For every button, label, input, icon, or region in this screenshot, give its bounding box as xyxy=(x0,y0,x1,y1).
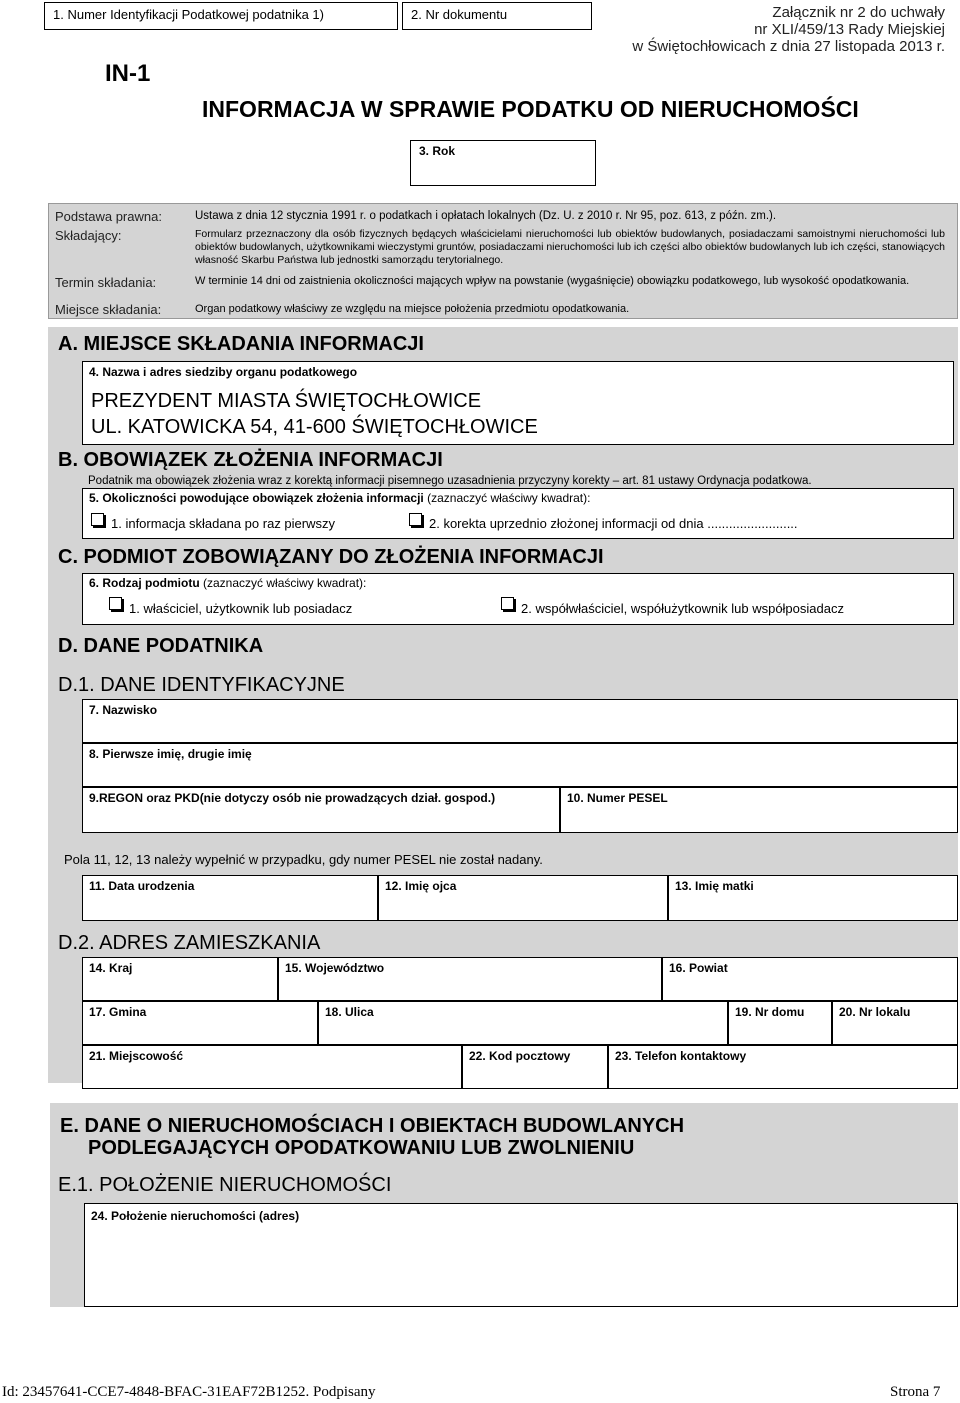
nip-field[interactable] xyxy=(44,2,398,30)
co-owner-checkbox[interactable] xyxy=(501,597,514,610)
section-d-panel xyxy=(48,625,958,1083)
section-b-note: Podatnik ma obowiązek złożenia wraz z korektą informacji pisemnego uzasadnienia przyczyny korekty – art. 81 ustawy Ordynacja podatkowa. xyxy=(88,475,812,487)
father-name-label: 12. Imię ojca xyxy=(385,879,457,893)
section-e1-title: E.1. POŁOŻENIE NIERUCHOMOŚCI xyxy=(58,1174,392,1196)
voivodeship-field[interactable] xyxy=(278,957,662,1001)
postal-code-field[interactable] xyxy=(462,1045,608,1089)
circumstances-field xyxy=(82,488,954,539)
section-c-title: C. PODMIOT ZOBOWIĄZANY DO ZŁOŻENIA INFORMACJI xyxy=(58,546,604,568)
section-d1-title: D.1. DANE IDENTYFIKACYJNE xyxy=(58,674,345,696)
apartment-number-label: 20. Nr lokalu xyxy=(839,1005,911,1019)
first-names-field[interactable] xyxy=(82,743,958,787)
legal-info-panel xyxy=(48,203,958,319)
street-field[interactable] xyxy=(318,1001,728,1045)
postal-code-label: 22. Kod pocztowy xyxy=(469,1049,571,1063)
first-filing-checkbox[interactable] xyxy=(91,513,104,526)
section-b-title: B. OBOWIĄZEK ZŁOŻENIA INFORMACJI xyxy=(58,449,443,471)
section-a-panel xyxy=(48,327,958,445)
place-text: Organ podatkowy właściwy ze względu na miejsce położenia przedmiotu opodatkowania. xyxy=(195,303,630,315)
filer-text: Formularz przeznaczony dla osób fizycznych będących właścicielami nieruchomości lub obiektów budowlanych, posiadaczami samoistnymi nieruchomości lub obiektów budowlanych, użytkownikami wieczystymi gruntów, posiadaczami nieruchomości lub ich części albo obiektów budowlanych lub ich części, stanowiących własność Skarbu Państwa lub jednostki samorządu terytorialnego. xyxy=(195,228,945,266)
pesel-label: 10. Numer PESEL xyxy=(567,791,668,805)
birth-date-field[interactable] xyxy=(82,875,378,921)
tax-office-name: PREZYDENT MIASTA ŚWIĘTOCHŁOWICE xyxy=(91,390,482,412)
entity-type-label: 6. Rodzaj podmiotu (zaznaczyć właściwy kwadrat): xyxy=(89,576,367,590)
filer-label: Składający: xyxy=(55,228,122,243)
municipality-field[interactable] xyxy=(82,1001,318,1045)
page-number: Strona 7 xyxy=(890,1384,941,1400)
tax-office-label: 4. Nazwa i adres siedziby organu podatkowego xyxy=(89,365,358,379)
house-number-label: 19. Nr domu xyxy=(735,1005,805,1019)
father-name-field[interactable] xyxy=(378,875,668,921)
basis-text: Ustawa z dnia 12 stycznia 1991 r. o podatkach i opłatach lokalnych (Dz. U. z 2010 r. Nr 95, poz. 613, z późn. zm.). xyxy=(195,210,777,222)
country-field[interactable] xyxy=(82,957,278,1001)
surname-field[interactable] xyxy=(82,699,958,743)
section-d2-title: D.2. ADRES ZAMIESZKANIA xyxy=(58,932,321,954)
tax-office-address: UL. KATOWICKA 54, 41-600 ŚWIĘTOCHŁOWICE xyxy=(91,416,538,438)
mother-name-field[interactable] xyxy=(668,875,958,921)
year-field[interactable] xyxy=(410,140,596,186)
deadline-label: Termin składania: xyxy=(55,275,157,290)
section-b-panel xyxy=(48,445,958,539)
entity-type-field xyxy=(82,573,954,625)
phone-label: 23. Telefon kontaktowy xyxy=(615,1049,747,1063)
owner-checkbox[interactable] xyxy=(109,597,122,610)
year-label: 3. Rok xyxy=(419,144,456,158)
deadline-text: W terminie 14 dni od zaistnienia okoliczności mających wpływ na powstanie (wygaśnięcie) obowiązku podatkowego, lub wysokość opodatkowania. xyxy=(195,275,910,287)
section-d-title: D. DANE PODATNIKA xyxy=(58,635,264,657)
regon-pkd-label: 9.REGON oraz PKD(nie dotyczy osób nie prowadzących dział. gospod.) xyxy=(89,791,496,805)
owner-label: 1. właściciel, użytkownik lub posiadacz xyxy=(129,601,353,616)
document-number-label: 2. Nr dokumentu xyxy=(411,7,508,22)
form-code: IN-1 xyxy=(105,60,151,87)
voivodeship-label: 15. Województwo xyxy=(285,961,385,975)
document-number-field[interactable] xyxy=(402,2,592,30)
section-a-title: A. MIEJSCE SKŁADANIA INFORMACJI xyxy=(58,333,424,355)
document-id: Id: 23457641-CCE7-4848-BFAC-31EAF72B1252. Podpisany xyxy=(2,1384,376,1400)
correction-checkbox[interactable] xyxy=(409,513,422,526)
section-e-panel xyxy=(50,1103,958,1307)
property-location-field[interactable] xyxy=(84,1203,958,1307)
phone-field[interactable] xyxy=(608,1045,958,1089)
section-e-title-line2: PODLEGAJĄCYCH OPODATKOWANIU LUB ZWOLNIENIU xyxy=(88,1137,635,1159)
section-e-title-line1: E. DANE O NIERUCHOMOŚCIACH I OBIEKTACH BUDOWLANYCH xyxy=(60,1115,685,1137)
birth-date-label: 11. Data urodzenia xyxy=(89,879,195,893)
basis-label: Podstawa prawna: xyxy=(55,209,162,224)
regon-pkd-field[interactable] xyxy=(82,787,560,833)
circumstances-label: 5. Okoliczności powodujące obowiązek złożenia informacji (zaznaczyć właściwy kwadrat): xyxy=(89,491,591,505)
first-names-label: 8. Pierwsze imię, drugie imię xyxy=(89,747,252,761)
pesel-note: Pola 11, 12, 13 należy wypełnić w przypadku, gdy numer PESEL nie został nadany. xyxy=(64,852,543,867)
form-title: INFORMACJA W SPRAWIE PODATKU OD NIERUCHOMOŚCI xyxy=(202,96,859,122)
attachment-line-2: nr XLI/459/13 Rady Miejskiej xyxy=(754,21,945,38)
attachment-note xyxy=(600,4,945,55)
house-number-field[interactable] xyxy=(728,1001,832,1045)
locality-label: 21. Miejscowość xyxy=(89,1049,184,1063)
property-location-label: 24. Położenie nieruchomości (adres) xyxy=(91,1209,300,1223)
co-owner-label: 2. współwłaściciel, współużytkownik lub współposiadacz xyxy=(521,601,844,616)
attachment-line-1: Załącznik nr 2 do uchwały xyxy=(772,4,945,21)
street-label: 18. Ulica xyxy=(325,1005,374,1019)
county-field[interactable] xyxy=(662,957,958,1001)
place-label: Miejsce składania: xyxy=(55,302,162,317)
first-filing-label: 1. informacja składana po raz pierwszy xyxy=(111,516,335,531)
attachment-line-3: w Świętochłowicach z dnia 27 listopada 2013 r. xyxy=(632,38,945,55)
surname-label: 7. Nazwisko xyxy=(89,703,158,717)
municipality-label: 17. Gmina xyxy=(89,1005,147,1019)
locality-field[interactable] xyxy=(82,1045,462,1089)
mother-name-label: 13. Imię matki xyxy=(675,879,754,893)
pesel-field[interactable] xyxy=(560,787,958,833)
correction-label: 2. korekta uprzednio złożonej informacji od dnia ......................... xyxy=(429,516,798,531)
country-label: 14. Kraj xyxy=(89,961,133,975)
tax-office-field xyxy=(82,361,954,445)
county-label: 16. Powiat xyxy=(669,961,728,975)
apartment-number-field[interactable] xyxy=(832,1001,958,1045)
section-c-panel xyxy=(48,539,958,625)
nip-label: 1. Numer Identyfikacji Podatkowej podatnika 1) xyxy=(53,7,324,22)
